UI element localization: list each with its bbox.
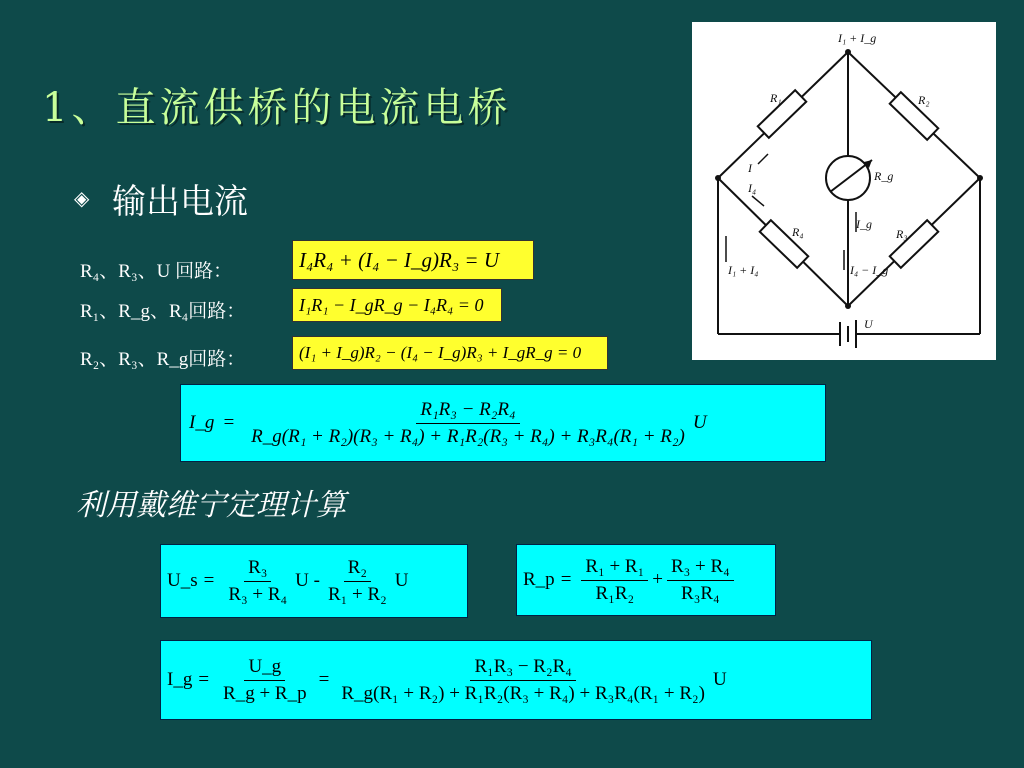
rp-fraction-2-denominator: R₃R₄	[681, 582, 720, 604]
loop-label-2: R₁、R_g、R₄回路：	[80, 301, 246, 322]
rp-formula-box	[516, 544, 776, 616]
rp-formula-plus: +	[652, 569, 663, 590]
us-formula-eq: =	[203, 570, 215, 591]
ig-thevenin-fraction-1-denominator: R_g + R_p	[223, 682, 307, 704]
label-top-current: I₁ + I_g	[838, 31, 877, 45]
rp-fraction-2-numerator: R₃ + R₄	[667, 556, 734, 581]
us-fraction-2	[324, 557, 391, 606]
ig-thevenin-fraction-2	[337, 656, 709, 705]
us-formula-mid: U -	[295, 570, 320, 591]
ig-formula-lhs: I_g	[189, 412, 215, 433]
rp-fraction-2	[667, 556, 734, 605]
ig-formula-eq: =	[222, 412, 236, 433]
loop-label-3: R₂、R₃、R_g回路：	[80, 349, 246, 370]
ig-thevenin-fraction-1-numerator: U_g	[244, 656, 285, 681]
ig-formula-denominator: R_g(R₁ + R₂)(R₃ + R₄) + R₁R₂(R₃ + R₄) + R₃R₄(R₁ + R₂)	[251, 425, 685, 447]
ig-formula-box	[180, 384, 826, 462]
us-fraction-2-numerator: R₂	[344, 557, 371, 582]
label-rg: R_g	[874, 169, 894, 183]
diamond-bullet-icon: ◈	[74, 186, 90, 210]
label-i4-minus-ig: I₄ − I_g	[850, 263, 889, 277]
bridge-circuit-svg	[692, 22, 996, 360]
rp-formula-lhs: R_p	[523, 569, 555, 590]
ig-thevenin-box	[160, 640, 872, 720]
loop-equation-1: I₄R₄ + (I₄ − I_g)R₃ = U	[292, 240, 534, 280]
rp-fraction-1-denominator: R₁R₂	[595, 582, 635, 604]
us-formula-lhs: U_s	[167, 570, 198, 591]
bridge-circuit-diagram	[692, 22, 996, 360]
us-fraction-1	[224, 557, 291, 606]
rp-fraction-1-numerator: R₁ + R₁	[581, 556, 648, 581]
ig-thevenin-tail: U	[713, 669, 727, 690]
loop-equation-2: I₁R₁ − I_gR_g − I₄R₄ = 0	[292, 288, 502, 322]
us-formula-box	[160, 544, 468, 618]
us-fraction-1-numerator: R₃	[244, 557, 271, 582]
us-fraction-1-denominator: R₃ + R₄	[228, 583, 288, 605]
ig-formula-tail: U	[692, 412, 707, 433]
label-i4: I₄	[748, 181, 757, 195]
rp-fraction-1	[581, 556, 648, 605]
loop-label-1: R₄、R₃、U 回路：	[80, 261, 233, 282]
ig-thevenin-eq2: =	[318, 669, 330, 690]
ig-formula-fraction	[247, 399, 689, 448]
loop-equation-3: (I₁ + I_g)R₂ − (I₄ − I_g)R₃ + I_gR_g = 0	[292, 336, 608, 370]
ig-thevenin-fraction-2-denominator: R_g(R₁ + R₂) + R₁R₂(R₃ + R₄) + R₃R₄(R₁ + R₂)	[341, 682, 706, 704]
label-r1-top: R₁	[770, 91, 782, 105]
ig-thevenin-eq1: =	[198, 669, 210, 690]
label-r2: R₂	[918, 93, 930, 107]
label-r4: R₄	[792, 225, 804, 239]
label-u: U	[864, 317, 873, 331]
thevenin-heading: 利用戴维宁定理计算	[76, 488, 346, 523]
us-fraction-2-denominator: R₁ + R₂	[327, 583, 387, 605]
ig-thevenin-lhs: I_g	[167, 669, 193, 690]
label-i1-plus-i4: I₁ + I₄	[728, 263, 759, 277]
us-formula-tail: U	[394, 570, 409, 591]
slide-title: 1、直流供桥的电流电桥	[42, 85, 512, 131]
ig-thevenin-fraction-2-numerator: R₁R₃ − R₂R₄	[470, 656, 575, 681]
label-r3: R₃	[896, 227, 908, 241]
rp-formula-eq: =	[560, 569, 572, 590]
label-i: I	[748, 161, 752, 175]
label-ig: I_g	[856, 217, 872, 231]
ig-formula-numerator: R₁R₃ − R₂R₄	[416, 399, 519, 424]
ig-thevenin-fraction-1	[219, 656, 311, 705]
bullet-heading: 输出电流	[112, 182, 248, 222]
